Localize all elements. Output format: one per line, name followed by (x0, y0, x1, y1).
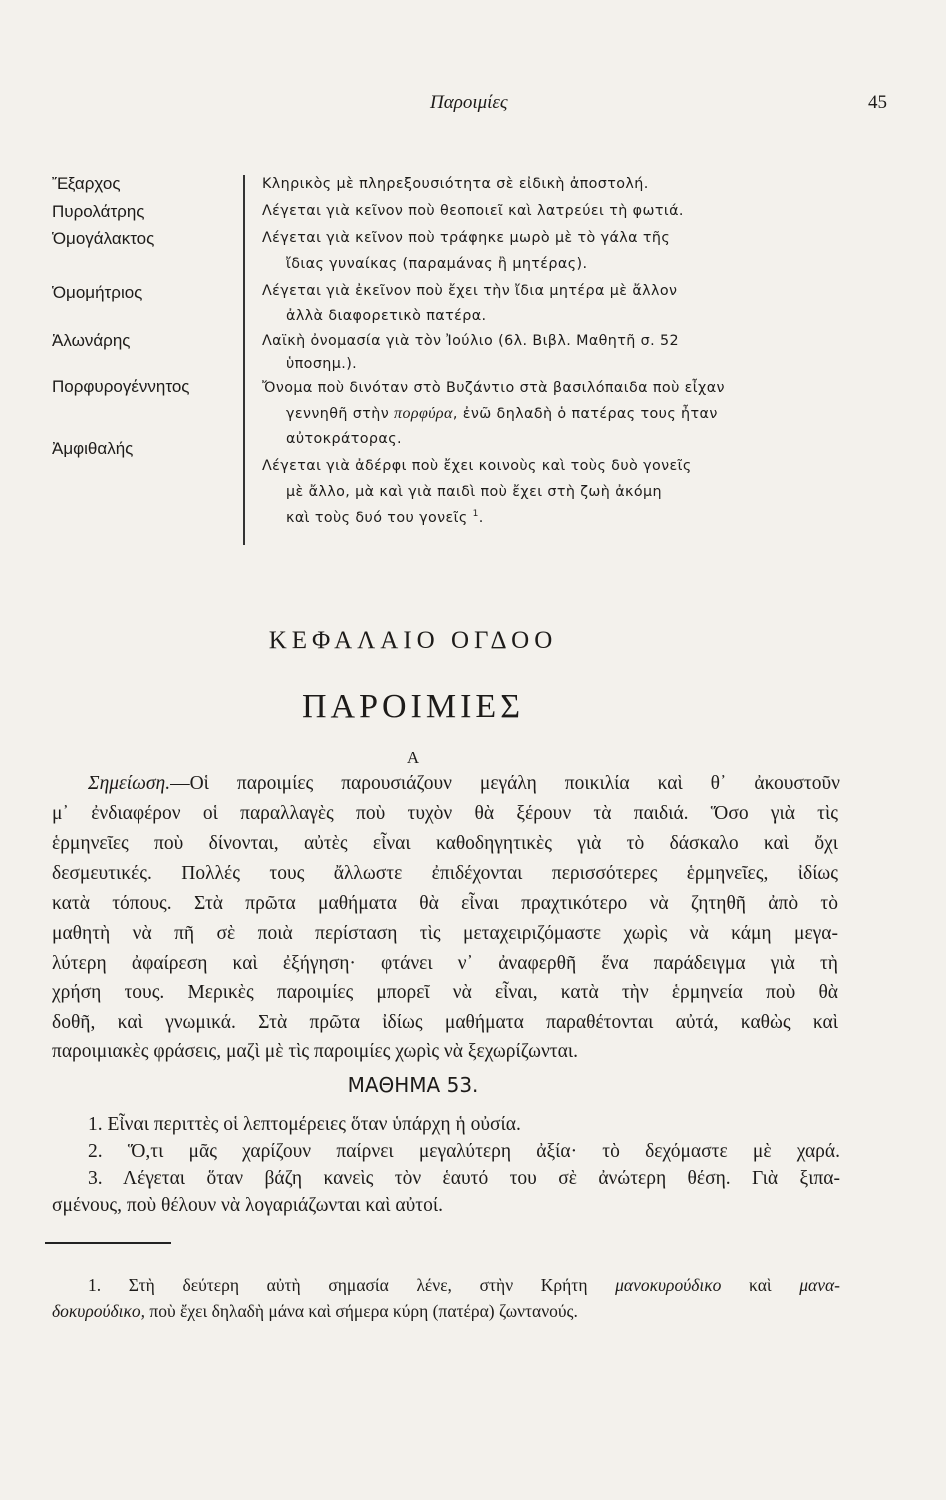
paragraph-line: ἑρμηνεῖες ποὺ δίνονται, αὐτὲς εἶναι καθοδηγητικὲς γιὰ τὸ δάσκαλο καὶ ὄχι (52, 833, 838, 854)
definition-line: ὑποσημ.). (286, 356, 358, 372)
proverb-item-continued: σμένους, ποὺ θέλουν νὰ λογαριάζωνται καὶ αὐτοί. (52, 1195, 443, 1216)
glossary-term: Ἀμφιθαλής (52, 439, 134, 458)
text: καὶ τοὺς δυό του γονεῖς (286, 509, 468, 526)
text: , ἐνῶ δηλαδὴ ὁ πατέρας τους ἦταν (452, 406, 718, 422)
section-letter: Α (406, 748, 420, 767)
running-title: Παροιμίες (430, 92, 508, 113)
proverb-item: 3. Λέγεται ὅταν βάζη κανεὶς τὸν ἑαυτό του σὲ ἀνώτερη θέση. Γιὰ ξιπα- (88, 1168, 840, 1189)
italic-word: δοκυρούδικο, (52, 1301, 146, 1321)
paragraph-line: λύτερη ἀφαίρεση καὶ ἐξήγηση· φτάνει ν᾽ ἀναφερθῆ ἕνα παράδειγμα γιὰ τὴ (52, 953, 838, 974)
paragraph-line: μ᾽ ἐνδιαφέρον οἱ παραλλαγὲς ποὺ τυχὸν θὰ ξέρουν τὰ παιδιά. Ὅσο γιὰ τὶς (52, 803, 838, 824)
paragraph-line: δεσμευτικές. Πολλές τους ἄλλωστε ἐπιδέχονται περισσότερες ἑρμηνεῖες, ἰδίως (52, 863, 838, 884)
definition-line: Κληρικὸς μὲ πληρεξουσιότητα σὲ εἰδικὴ ἀποστολή. (262, 176, 649, 192)
definition-line: Λέγεται γιὰ κεῖνον ποὺ τράφηκε μωρὸ μὲ τὸ γάλα τῆς (262, 230, 671, 246)
definition-line: Λαϊκὴ ὀνομασία γιὰ τὸν Ἰούλιο (6λ. Βιβλ. Μαθητῆ σ. 52 (262, 333, 680, 349)
page-number: 45 (868, 92, 887, 113)
footnote-ref: 1 (472, 509, 479, 519)
glossary-term: Ἁλωνάρης (52, 331, 131, 350)
glossary-term: Πορφυρογέννητος (52, 377, 190, 396)
proverb-item: 1. Εἶναι περιττὲς οἱ λεπτομέρειες ὅταν ὑπάρχη ἡ οὐσία. (88, 1114, 521, 1135)
paragraph-line: δοθῆ, καὶ γνωμικά. Στὰ πρῶτα ἰδίως μαθήματα παραθέτονται αὐτά, καθὼς καὶ (52, 1012, 838, 1033)
definition-line: Ὄνομα ποὺ δινόταν στὸ Βυζάντιο στὰ βασιλόπαιδα ποὺ εἶχαν (262, 380, 725, 396)
text: ποὺ ἔχει δηλαδὴ μάνα καὶ σήμερα κύρη (πατέρα) ζωντανούς. (149, 1301, 578, 1321)
definition-line: Λέγεται γιὰ ἀδέρφι ποὺ ἔχει κοινοὺς καὶ τοὺς δυὸ γονεῖς (262, 458, 692, 474)
text: . (478, 509, 484, 526)
footnote-line (52, 1301, 578, 1322)
footnote-rule (45, 1242, 171, 1244)
definition-line: Λέγεται γιὰ κεῖνον ποὺ θεοποιεῖ καὶ λατρεύει τὴ φωτιά. (262, 203, 684, 219)
definition-line: ἴδιας γυναίκας (παραμάνας ἢ μητέρας). (286, 256, 588, 272)
glossary-term: Ἔξαρχος (52, 174, 121, 193)
italic-word: μανα- (799, 1275, 840, 1295)
glossary-term: Ὁμογάλακτος (52, 229, 155, 248)
chapter-label: ΚΕΦΑΛΑΙΟ ΟΓΔΟΟ (268, 627, 558, 654)
paragraph-line (88, 773, 840, 795)
glossary-term: Ὁμομήτριος (52, 283, 143, 302)
italic-word: μανοκυρούδικο (615, 1275, 722, 1295)
paragraph-line: παροιμιακὲς φράσεις, μαζὶ μὲ τὶς παροιμίες χωρὶς νὰ ξεχωρίζωνται. (52, 1041, 578, 1062)
lesson-title: ΜΑΘΗΜΑ 53. (347, 1073, 479, 1097)
text: —Οἱ παροιμίες παρουσιάζουν μεγάλη ποικιλία καὶ θ᾽ ἀκουστοῦν (170, 773, 840, 794)
glossary-term: Πυρολάτρης (52, 202, 145, 221)
definition-line (286, 509, 484, 526)
proverb-item: 2. Ὅ,τι μᾶς χαρίζουν παίρνει μεγαλύτερη ἀξία· τὸ δεχόμαστε μὲ χαρά. (88, 1141, 840, 1162)
definition-line (286, 405, 718, 423)
paragraph-line: κατὰ τόπους. Στὰ πρῶτα μαθήματα θὰ εἶναι πραχτικότερο νὰ ζητηθῆ ἀπὸ τὸ (52, 893, 838, 914)
note-label: Σημείωση. (88, 773, 171, 794)
definition-line: ἀλλὰ διαφορετικὸ πατέρα. (286, 308, 487, 324)
column-divider (243, 175, 245, 545)
italic-word: πορφύρα (394, 405, 453, 422)
text: γεννηθῆ στὴν (286, 406, 390, 422)
paragraph-line: μαθητὴ νὰ πῆ σὲ ποιὰ περίσταση τὶς μεταχειριζόμαστε χωρὶς νὰ κάμη μεγα- (52, 923, 838, 944)
footnote-line (88, 1275, 840, 1296)
text: 1. Στὴ δεύτερη αὐτὴ σημασία λένε, στὴν Κρήτη (88, 1275, 588, 1295)
paragraph-line: χρήση τους. Μερικὲς παροιμίες μπορεῖ νὰ εἶναι, κατὰ τὴν ἑρμηνεία ποὺ θὰ (52, 982, 838, 1003)
definition-line: αὐτοκράτορας. (286, 431, 402, 447)
text: καὶ (749, 1275, 772, 1295)
definition-line: Λέγεται γιὰ ἐκεῖνον ποὺ ἔχει τὴν ἴδια μητέρα μὲ ἄλλον (262, 283, 678, 299)
definition-line: μὲ ἄλλο, μὰ καὶ γιὰ παιδὶ ποὺ ἔχει στὴ ζωὴ ἀκόμη (286, 484, 662, 500)
chapter-title: ΠΑΡΟΙΜΙΕΣ (301, 688, 524, 725)
